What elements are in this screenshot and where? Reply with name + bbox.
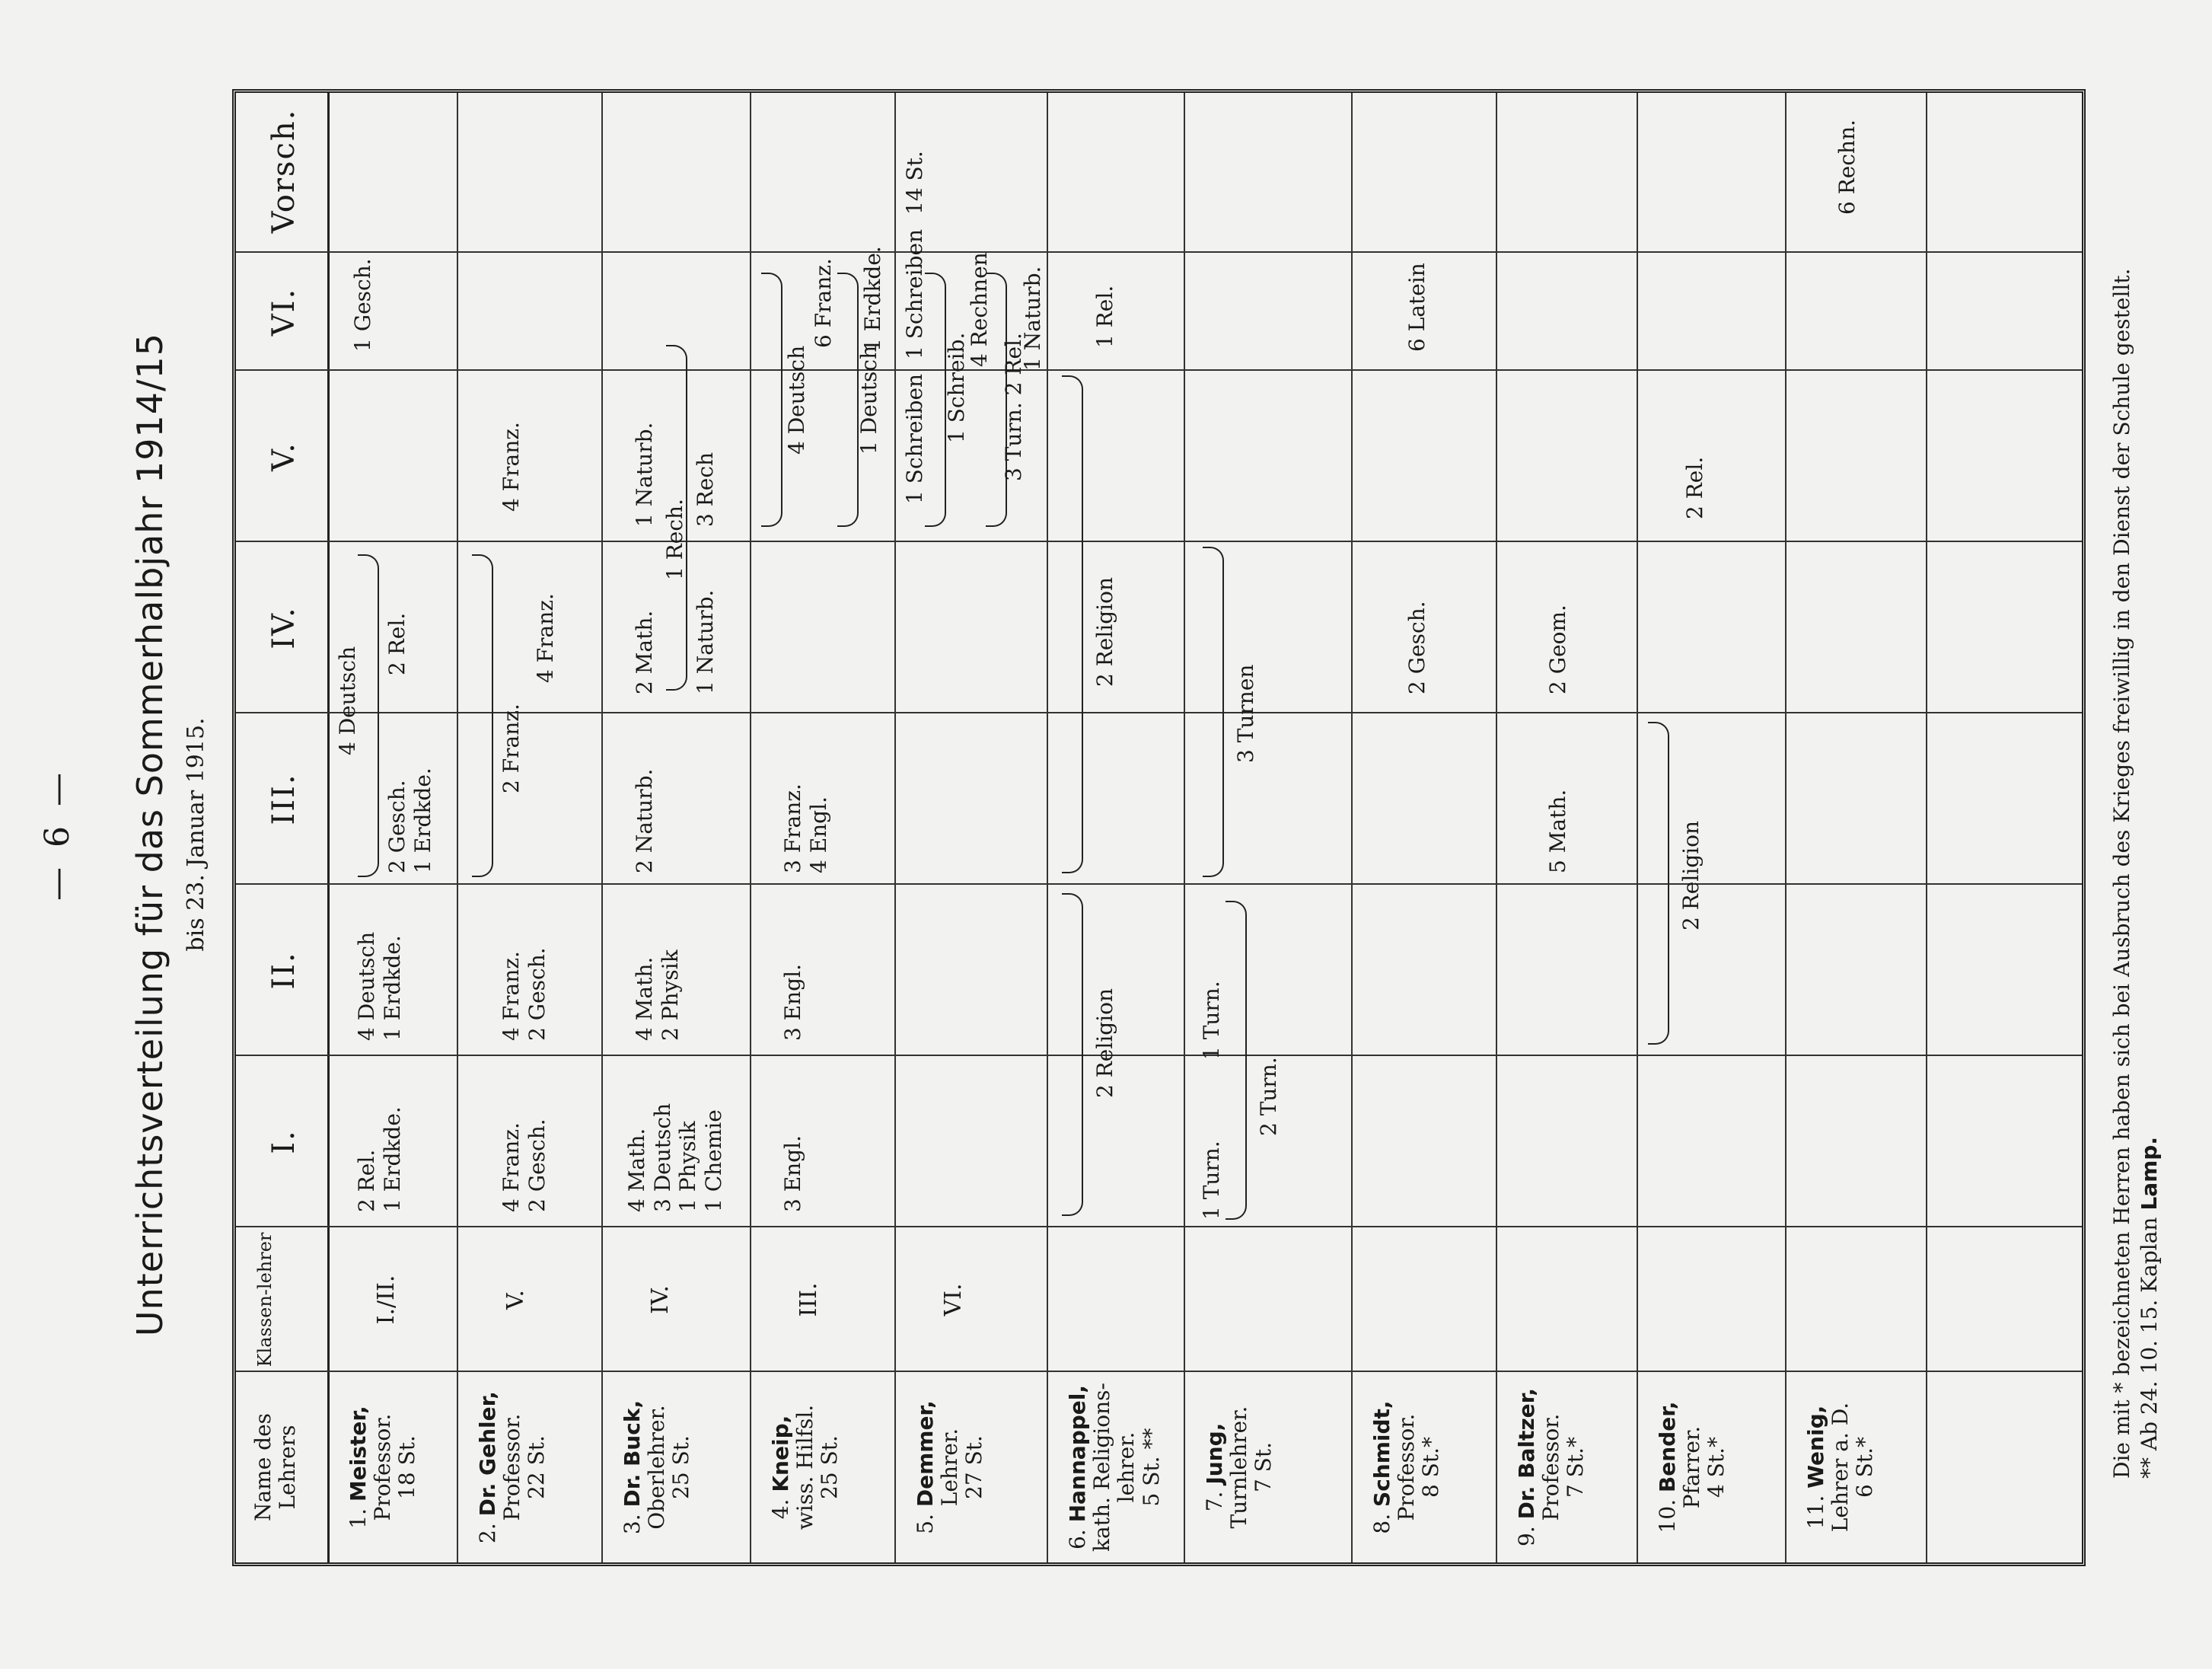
teacher-title: Turnlehrer. [1226,1406,1252,1529]
cell-r11-vorsch: 6 Rechn. [1834,119,1860,215]
teacher-name-cell [913,1372,987,1562]
cell-r2-II: 4 Franz. 2 Gesch. [499,947,550,1041]
teacher-title: Professor. [1394,1413,1420,1521]
teacher-hours: 7 St.* [1563,1436,1589,1498]
cell-r6-III-V: 2 Religion [1092,576,1117,687]
teacher-hours: 22 St. [524,1435,550,1499]
row-divider [894,93,896,1562]
row-divider [1637,93,1638,1562]
page-title: Unterrichtsverteilung für das Sommerhalbjahr 1914/15 [129,332,171,1337]
teacher-name: 9. Dr. Baltzer, [1514,1388,1539,1546]
cell-r1-IV: 2 Rel. [384,612,410,675]
page-number: — 6 — [38,768,77,901]
teacher-hours: 18 St. [394,1435,420,1499]
teacher-title: wiss. Hilfsl. [792,1404,818,1530]
cell-r2-III-IV: 2 Franz. [499,704,524,793]
teacher-hours: 4 St.* [1704,1436,1729,1498]
teacher-name-cell [476,1372,550,1562]
cell-r3-III: 2 Naturb. [632,768,657,873]
header-class-I: I. [266,1129,301,1154]
header-klassenlehrer: Klassen-lehrer [254,1232,276,1367]
cell-r3-I: 4 Math. 3 Deutsch 1 Physik 1 Chemie [624,1103,726,1212]
cell-r10-V: 2 Rel. [1682,456,1707,519]
header-class-III: III. [266,773,301,825]
cell-r2-IV: 4 Franz. [533,593,558,683]
col-divider [236,541,2082,542]
klassenlehrer-value: III. [795,1282,822,1317]
row-divider [750,93,751,1562]
cell-r3-V-rech: 3 Rech [693,452,718,527]
cell-r8-IV: 2 Gesch. [1404,601,1430,694]
footnote-1: Die mit * bezeichneten Herren haben sich bei Ausbruch des Krieges freiwillig in den Dienst der Schule gestellt. [2109,268,2134,1479]
teacher-name: 3. Dr. Buck, [620,1399,645,1535]
teacher-title: Lehrer a. D. [1828,1402,1853,1533]
teacher-name-cell [1203,1372,1277,1562]
klassenlehrer-value: V. [502,1290,529,1310]
cell-r3-IV-V: 1 Rech. [662,499,687,580]
cell-r9-III: 5 Math. [1545,789,1570,873]
cell-r5-V-VI: 1 Schreib. [944,332,969,443]
teacher-name-cell [769,1372,843,1562]
col-divider [236,251,2082,253]
teacher-title: Professor. [370,1413,396,1521]
teacher-title: Pfarrer. [1679,1425,1705,1509]
brace [472,554,493,877]
cell-r1-III: 2 Gesch. 1 Erdkde. [384,767,435,873]
teacher-title: kath. Religions-lehrer. [1089,1383,1139,1552]
row-divider [1496,93,1497,1562]
teacher-name-cell [1370,1372,1444,1562]
cell-r3-IV-naturb: 1 Naturb. [693,589,718,694]
brace [761,273,782,527]
cell-r5-VI-schreiben: 1 Schreiben [902,228,927,359]
cell-r4-VI: 6 Franz. [811,258,836,348]
cell-r2-I: 4 Franz. 2 Gesch. [499,1119,550,1212]
cell-r5-VI-rechnen: 4 Rechnen [967,252,992,367]
brace [358,554,379,877]
row-divider [1184,93,1185,1562]
cell-r10-II-III: 2 Religion [1678,820,1704,930]
cell-r3-V: 1 Naturb. [632,422,657,527]
row-divider [1047,93,1048,1562]
brace [1226,901,1247,1220]
teacher-name-cell [1515,1372,1589,1562]
header-class-V: V. [266,442,301,471]
cell-r4-I: 3 Engl. [780,1135,805,1212]
teacher-name-cell [1656,1372,1729,1562]
teacher-name: 8. Schmidt, [1369,1400,1394,1534]
teacher-name: 4. Kneip, [768,1415,793,1520]
col-divider [236,369,2082,371]
cell-r3-IV: 2 Math. [632,610,657,694]
col-divider [236,1055,2082,1056]
teacher-name-cell [620,1372,694,1562]
header-divider [327,93,330,1562]
cell-r6-I-II: 2 Religion [1092,988,1117,1098]
cell-r5-turn: 3 Turn. 2 Rel. [1001,333,1026,481]
footnote-2: ** Ab 24. 10. 15. Kaplan Lamp. [2137,1137,2163,1479]
teacher-name: 7. Jung, [1202,1422,1227,1512]
cell-r4-II: 3 Engl. [780,964,805,1041]
klassenlehrer-value: VI. [940,1283,967,1316]
cell-r9-IV: 2 Geom. [1545,605,1570,694]
cell-r3-II: 4 Math. 2 Physik [632,949,683,1041]
row-divider [1926,93,1927,1562]
teacher-hours: 25 St. [817,1435,843,1499]
header-class-II: II. [266,951,301,990]
cell-r4b-VI: 1 Erdkde. [860,246,885,352]
cell-r1-III-IV: 4 Deutsch [335,646,360,755]
teacher-name: 10. Bender, [1655,1401,1680,1533]
klassenlehrer-value: I./II. [373,1275,400,1325]
row-divider [1785,93,1786,1562]
teacher-hours: 5 St. ** [1138,1428,1164,1507]
teacher-name-cell [1804,1372,1878,1562]
teacher-name: 11. Wenig, [1803,1405,1828,1530]
col-divider [236,883,2082,885]
brace [1062,893,1083,1216]
cell-r4-III: 3 Franz. 4 Engl. [780,783,831,873]
cell-r1-II: 4 Deutsch 1 Erdkde. [354,931,405,1041]
teacher-title: Professor. [499,1413,525,1521]
brace [1648,722,1669,1045]
teacher-name-cell [1066,1372,1164,1562]
brace [925,273,946,527]
cell-r2-V: 4 Franz. [499,422,524,512]
brace [1203,547,1224,877]
cell-r7-III-IV: 3 Turnen [1233,664,1258,763]
schedule-table [232,89,2086,1566]
row-divider [1351,93,1353,1562]
header-name: Name des Lehrers [250,1412,301,1522]
teacher-title: Lehrer. [937,1428,963,1507]
teacher-hours: 25 St. [668,1435,694,1499]
cell-r1-VI: 1 Gesch. [350,258,375,352]
row-divider [601,93,603,1562]
teacher-name-cell [346,1372,420,1562]
header-class-VI: VI. [266,287,301,337]
teacher-title: Oberlehrer. [644,1405,670,1530]
klassenlehrer-value: IV. [647,1285,674,1314]
cell-r5-VI-naturb: 1 Naturb. [1020,266,1045,371]
teacher-hours: 8 St.* [1418,1436,1444,1498]
page-subtitle: bis 23. Januar 1915. [183,717,209,952]
teacher-name: 1. Meister, [346,1406,371,1529]
teacher-title: Professor. [1538,1413,1564,1521]
header-class-IV: IV. [266,606,301,649]
teacher-name: 5. Demmer, [913,1400,938,1534]
teacher-hours: 6 St.* [1852,1436,1878,1498]
cell-r6-VI: 1 Rel. [1092,285,1117,348]
teacher-hours: 27 St. [961,1435,987,1499]
cell-r5-vorsch: 14 St. [902,151,927,215]
header-class-vorsch: Vorsch. [266,108,301,234]
brace [837,273,859,527]
cell-r4-V-VI: 4 Deutsch [784,345,809,455]
teacher-hours: 7 St. [1251,1441,1277,1493]
footnotes [2108,268,2164,1479]
cell-r7-I-II: 2 Turn. [1256,1057,1281,1136]
row-divider [457,93,458,1562]
cell-r7-II: 1 Turn. [1199,981,1224,1060]
cell-r1-I: 2 Rel. 1 Erdkde. [354,1106,405,1212]
cell-r4b-V-VI: 1 Deutsch [856,345,881,455]
cell-r5-V: 1 Schreiben [902,373,927,504]
teacher-name: 6. Hannappel, [1065,1384,1090,1550]
cell-r8-VI: 6 Latein [1404,263,1430,352]
cell-r7-I: 1 Turn. [1199,1141,1224,1220]
teacher-name: 2. Dr. Gehler, [475,1391,500,1543]
brace [1062,375,1083,873]
